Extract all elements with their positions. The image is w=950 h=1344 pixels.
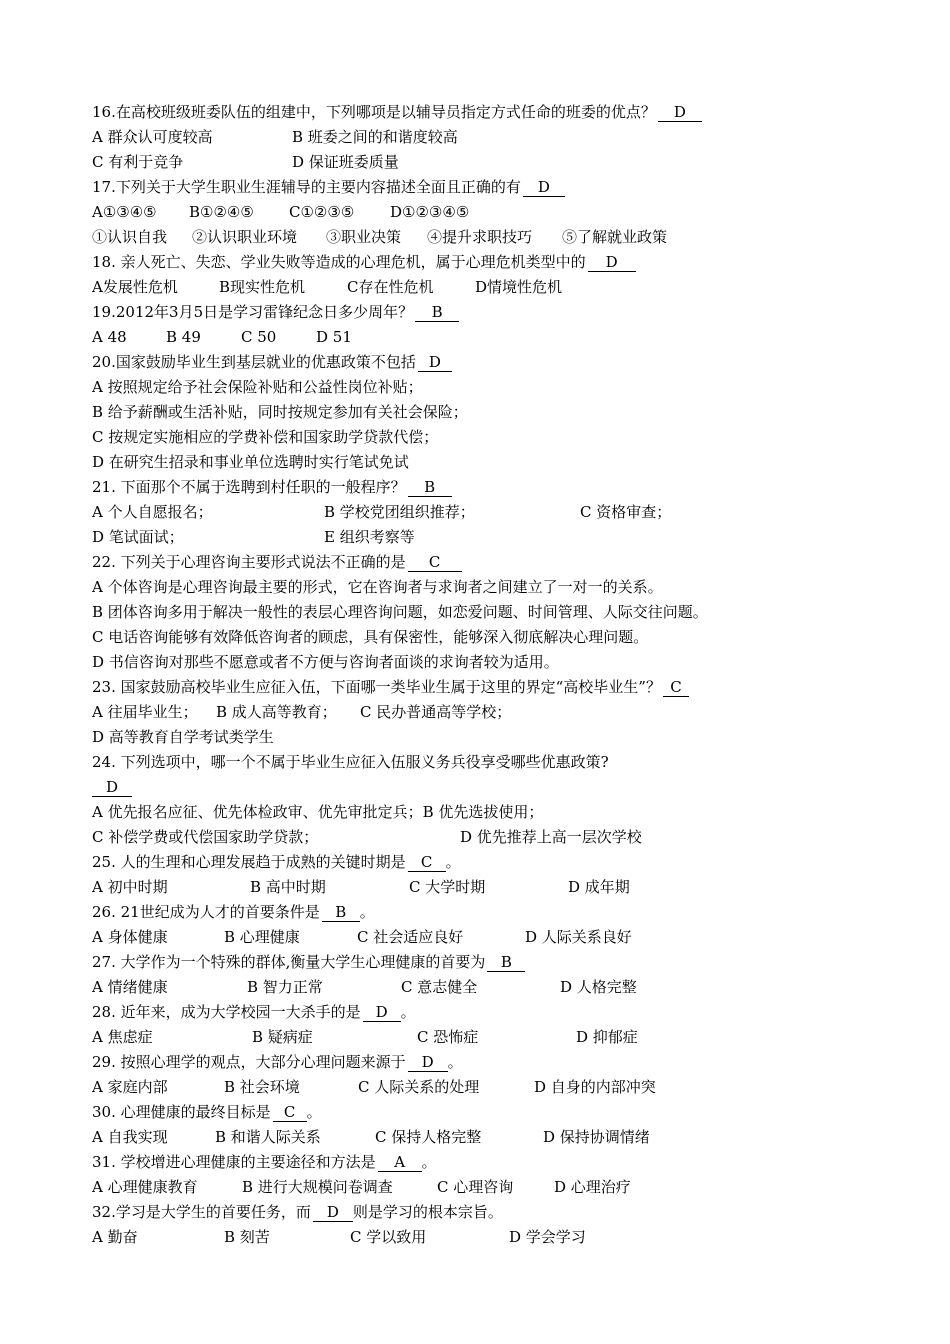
question-suffix: 。 — [359, 903, 375, 921]
answer-blank: B — [415, 304, 459, 322]
question-17 — [92, 175, 912, 200]
option: A 焦虑症 — [92, 1028, 153, 1046]
option: ⑤了解就业政策 — [562, 228, 668, 246]
option: D 保持协调情绪 — [543, 1128, 650, 1146]
option: A 情绪健康 — [92, 978, 168, 996]
option: C 恐怖症 — [417, 1028, 479, 1046]
answer-blank: D — [418, 354, 452, 372]
option-row — [92, 925, 912, 950]
option-row — [92, 375, 912, 400]
option: C 人际关系的处理 — [358, 1078, 480, 1096]
option: D 笔试面试； — [92, 528, 184, 546]
option: D 保证班委质量 — [292, 153, 399, 171]
option: E 组织考察等 — [324, 528, 415, 546]
option: A 个体咨询是心理咨询最主要的形式，它在咨询者与求询者之间建立了一对一的关系。 — [92, 578, 663, 596]
option-row — [92, 800, 912, 825]
question-31 — [92, 1150, 912, 1175]
option-row — [92, 625, 912, 650]
option: A 群众认可度较高 — [92, 128, 213, 146]
question-text: 19.2012年3月5日是学习雷锋纪念日多少周年？ — [92, 303, 414, 321]
option: D 抑郁症 — [576, 1028, 638, 1046]
question-24 — [92, 750, 912, 775]
option: A 心理健康教育 — [92, 1178, 198, 1196]
option: B 心理健康 — [224, 928, 300, 946]
option: A 身体健康 — [92, 928, 168, 946]
option: D 人格完整 — [560, 978, 637, 996]
option: B 和谐人际关系 — [215, 1128, 321, 1146]
option: C 心理咨询 — [437, 1178, 514, 1196]
question-suffix: 则是学习的根本宗旨。 — [352, 1203, 503, 1221]
option-row — [92, 400, 912, 425]
question-26 — [92, 900, 912, 925]
question-text: 26. 21世纪成为人才的首要条件是 — [92, 903, 320, 921]
option-row — [92, 450, 912, 475]
question-text: 28. 近年来，成为大学校园一大杀手的是 — [92, 1003, 361, 1021]
option-row — [92, 650, 912, 675]
option: D情境性危机 — [475, 278, 563, 296]
option: B 智力正常 — [247, 978, 323, 996]
question-30 — [92, 1100, 912, 1125]
answer-blank: C — [663, 679, 689, 697]
answer-blank: C — [273, 1104, 307, 1122]
option: C 有利于竞争 — [92, 153, 184, 171]
option: A 48 — [92, 328, 127, 346]
option: B 团体咨询多用于解决一般性的表层心理咨询问题，如恋爱问题、时间管理、人际交往问题。 — [92, 603, 708, 621]
question-text: 21. 下面那个不属于选聘到村任职的一般程序？ — [92, 478, 406, 496]
option-row — [92, 1075, 912, 1100]
option-row — [92, 575, 912, 600]
option: B 班委之间的和谐度较高 — [292, 128, 458, 146]
option: D①②③④⑤ — [390, 203, 470, 221]
question-text: 24. 下列选项中，哪一个不属于毕业生应征入伍服义务兵役享受哪些优惠政策? — [92, 753, 609, 771]
question-text: 32.学习是大学生的首要任务，而 — [92, 1203, 311, 1221]
document-body — [92, 100, 912, 1250]
question-text: 18. 亲人死亡、失恋、学业失败等造成的心理危机，属于心理危机类型中的 — [92, 253, 586, 271]
answer-blank: D — [313, 1204, 353, 1222]
option: A发展性危机 — [92, 278, 178, 296]
option: B①②④⑤ — [189, 203, 254, 221]
question-text: 22. 下列关于心理咨询主要形式说法不正确的是 — [92, 553, 406, 571]
option: B现实性危机 — [219, 278, 306, 296]
option: D 在研究生招录和事业单位选聘时实行笔试免试 — [92, 453, 409, 471]
answer-blank: D — [658, 104, 702, 122]
option: A 勤奋 — [92, 1228, 138, 1246]
question-suffix: 。 — [445, 853, 461, 871]
option: B 社会环境 — [224, 1078, 300, 1096]
option: D 高等教育自学考试类学生 — [92, 728, 274, 746]
option: C①②③⑤ — [289, 203, 355, 221]
option: C 民办普通高等学校； — [360, 703, 512, 721]
option-row — [92, 425, 912, 450]
option-row — [92, 600, 912, 625]
option-row — [92, 1175, 912, 1200]
option-row — [92, 1225, 912, 1250]
option-row — [92, 125, 912, 150]
option: C存在性危机 — [347, 278, 434, 296]
answer-blank: C — [408, 854, 446, 872]
option-row — [92, 150, 912, 175]
option: C 按规定实施相应的学费补偿和国家助学贷款代偿； — [92, 428, 439, 446]
option: C 补偿学费或代偿国家助学贷款； — [92, 828, 319, 846]
question-29 — [92, 1050, 912, 1075]
option: ①认识自我 — [92, 228, 168, 246]
answer-blank: C — [408, 554, 462, 572]
question-text: 27. 大学作为一个特殊的群体,衡量大学生心理健康的首要为 — [92, 953, 486, 971]
option: A 优先报名应征、优先体检政审、优先审批定兵；B 优先选拔使用； — [92, 803, 544, 821]
option: B 学校党团组织推荐； — [324, 503, 475, 521]
option: D 51 — [316, 328, 352, 346]
option: ③职业决策 — [326, 228, 402, 246]
option: B 成人高等教育； — [216, 703, 337, 721]
question-text: 17.下列关于大学生职业生涯辅导的主要内容描述全面且正确的有 — [92, 178, 521, 196]
option: B 疑病症 — [252, 1028, 313, 1046]
option-row — [92, 325, 912, 350]
answer-blank: A — [378, 1154, 422, 1172]
option-row — [92, 975, 912, 1000]
option: D 优先推荐上高一层次学校 — [460, 828, 642, 846]
option: D 成年期 — [568, 878, 630, 896]
answer-blank: D — [408, 1054, 448, 1072]
answer-blank: D — [92, 779, 132, 797]
option: B 给予薪酬或生活补贴，同时按规定参加有关社会保险； — [92, 403, 468, 421]
question-25 — [92, 850, 912, 875]
question-28 — [92, 1000, 912, 1025]
option: D 人际关系良好 — [525, 928, 632, 946]
option: D 书信咨询对那些不愿意或者不方便与咨询者面谈的求询者较为适用。 — [92, 653, 559, 671]
option: ②认识职业环境 — [192, 228, 298, 246]
option-row — [92, 275, 912, 300]
question-suffix: 。 — [447, 1053, 463, 1071]
option-row — [92, 725, 912, 750]
question-text: 29. 按照心理学的观点，大部分心理问题来源于 — [92, 1053, 406, 1071]
question-21 — [92, 475, 912, 500]
option: ④提升求职技巧 — [427, 228, 533, 246]
question-20 — [92, 350, 912, 375]
question-23 — [92, 675, 912, 700]
question-text: 20.国家鼓励毕业生到基层就业的优惠政策不包括 — [92, 353, 416, 371]
option: A 个人自愿报名； — [92, 503, 213, 521]
question-16 — [92, 100, 912, 125]
answer-blank: D — [363, 1004, 401, 1022]
question-22 — [92, 550, 912, 575]
question-text: 30. 心理健康的最终目标是 — [92, 1103, 271, 1121]
option: B 高中时期 — [250, 878, 326, 896]
option: A 初中时期 — [92, 878, 168, 896]
question-text: 31. 学校增进心理健康的主要途径和方法是 — [92, 1153, 376, 1171]
option: C 电话咨询能够有效降低咨询者的顾虑，具有保密性，能够深入彻底解决心理问题。 — [92, 628, 649, 646]
question-suffix: 。 — [306, 1103, 322, 1121]
option: D 学会学习 — [509, 1228, 586, 1246]
option: C 保持人格完整 — [375, 1128, 482, 1146]
option-row — [92, 825, 912, 850]
question-32 — [92, 1200, 912, 1225]
option: B 49 — [166, 328, 201, 346]
question-19 — [92, 300, 912, 325]
option-row — [92, 1125, 912, 1150]
option: A 按照规定给予社会保险补贴和公益性岗位补贴； — [92, 378, 423, 396]
answer-blank: B — [408, 479, 452, 497]
option-row — [92, 1025, 912, 1050]
option: C 50 — [241, 328, 277, 346]
question-suffix: 。 — [400, 1003, 416, 1021]
option: A 自我实现 — [92, 1128, 168, 1146]
answer-line — [92, 775, 912, 800]
option: C 大学时期 — [409, 878, 486, 896]
answer-blank: D — [523, 179, 565, 197]
option: D 心理治疗 — [554, 1178, 631, 1196]
option-row — [92, 225, 912, 250]
option: D 自身的内部冲突 — [534, 1078, 656, 1096]
option: C 意志健全 — [401, 978, 478, 996]
question-27 — [92, 950, 912, 975]
question-text: 25. 人的生理和心理发展趋于成熟的关键时期是 — [92, 853, 406, 871]
option-row — [92, 700, 912, 725]
option-row — [92, 525, 912, 550]
answer-blank: B — [322, 904, 360, 922]
option-row — [92, 875, 912, 900]
option-row — [92, 500, 912, 525]
option: B 进行大规模问卷调查 — [242, 1178, 393, 1196]
option: A①③④⑤ — [92, 203, 157, 221]
answer-blank: D — [588, 254, 636, 272]
option: C 社会适应良好 — [357, 928, 464, 946]
option: A 往届毕业生； — [92, 703, 198, 721]
question-text: 16.在高校班级班委队伍的组建中，下列哪项是以辅导员指定方式任命的班委的优点？ — [92, 103, 656, 121]
option-row — [92, 200, 912, 225]
option: C 资格审查； — [580, 503, 672, 521]
option: A 家庭内部 — [92, 1078, 168, 1096]
question-text: 23. 国家鼓励高校毕业生应征入伍，下面哪一类毕业生属于这里的界定“高校毕业生”？ — [92, 678, 661, 696]
answer-blank: B — [487, 954, 525, 972]
option: C 学以致用 — [350, 1228, 427, 1246]
question-suffix: 。 — [421, 1153, 437, 1171]
option: B 刻苦 — [224, 1228, 270, 1246]
question-18 — [92, 250, 912, 275]
